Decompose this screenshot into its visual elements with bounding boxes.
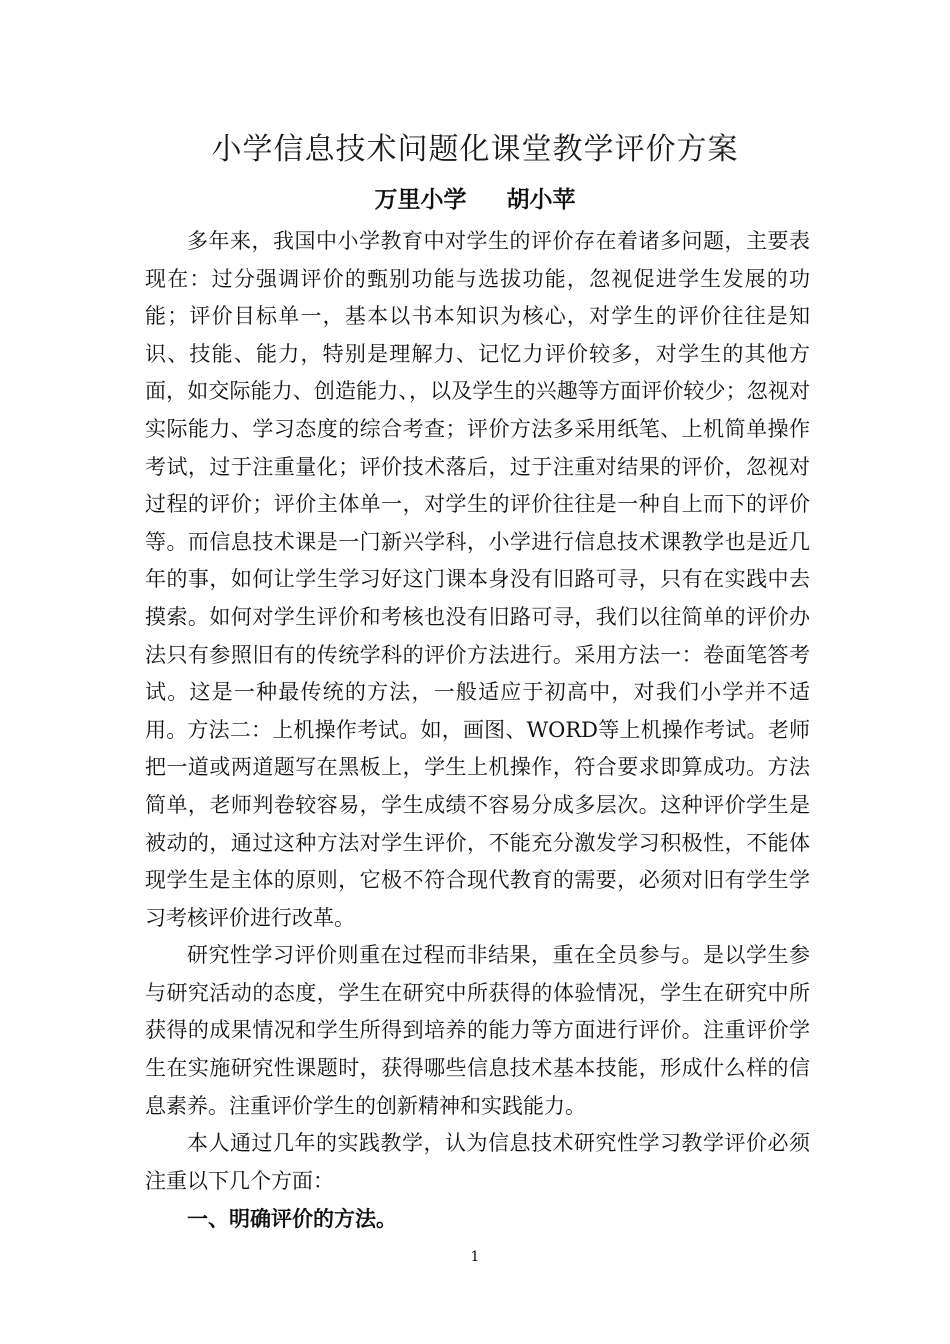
author-line [0,184,950,216]
section-heading: 一、明确评价的方法。 [187,1206,397,1232]
author-name: 胡小苹 [506,186,576,213]
paragraph-intro: 多年来，我国中小学教育中对学生的评价存在着诸多问题，主要表现在：过分强调评价的甄别功能与选拔功能，忽视促进学生发展的功能；评价目标单一，基本以书本知识为核心，对学生的评价往往是知识、技能、能力，特别是理解力、记忆力评价较多，对学生的其他方面，如交际能力、创造能力、，以及学生的兴趣等方面评价较少；忽视对实际能力、学习态度的综合考查；评价方法多采用纸笔、上机简单操作考试，过于注重量化；评价技术落后，过于注重对结果的评价，忽视对过程的评价；评价主体单一，对学生的评价往往是一种自上而下的评价等。而信息技术课是一门新兴学科，小学进行信息技术课教学也是近几年的事，如何让学生学习好这门课本身没有旧路可寻，只有在实践中去摸索。如何对学生评价和考核也没有旧路可寻，我们以往简单的评价办法只有参照旧有的传统学科的评价方法进行。采用方法一：卷面笔答考试。这是一种最传统的方法，一般适应于初高中，对我们小学并不适用。方法二：上机操作考试。如，画图、WORD等上机操作考试。老师把一道或两道题写在黑板上，学生上机操作，符合要求即算成功。方法简单，老师判卷较容易，学生成绩不容易分成多层次。这种评价学生是被动的，通过这种方法对学生评价，不能充分激发学习积极性，不能体现学生是主体的原则，它极不符合现代教育的需要，必须对旧有学生学习考核评价进行改革。 [145,229,810,930]
paragraph-research-evaluation: 研究性学习评价则重在过程而非结果，重在全员参与。是以学生参与研究活动的态度，学生在研究中所获得的体验情况，学生在研究中所获得的成果情况和学生所得到培养的能力等方面进行评价。注重评价学生在实施研究性课题时，获得哪些信息技术基本技能，形成什么样的信息素养。注重评价学生的创新精神和实践能力。 [145,943,810,1118]
document-title: 小学信息技术问题化课堂教学评价方案 [211,132,739,167]
document-body [145,223,810,1238]
page-number: 1 [470,1249,480,1265]
author-school: 万里小学 [374,186,467,213]
paragraph-practice: 本人通过几年的实践教学，认为信息技术研究性学习教学评价必须注重以下几个方面： [145,1131,810,1193]
